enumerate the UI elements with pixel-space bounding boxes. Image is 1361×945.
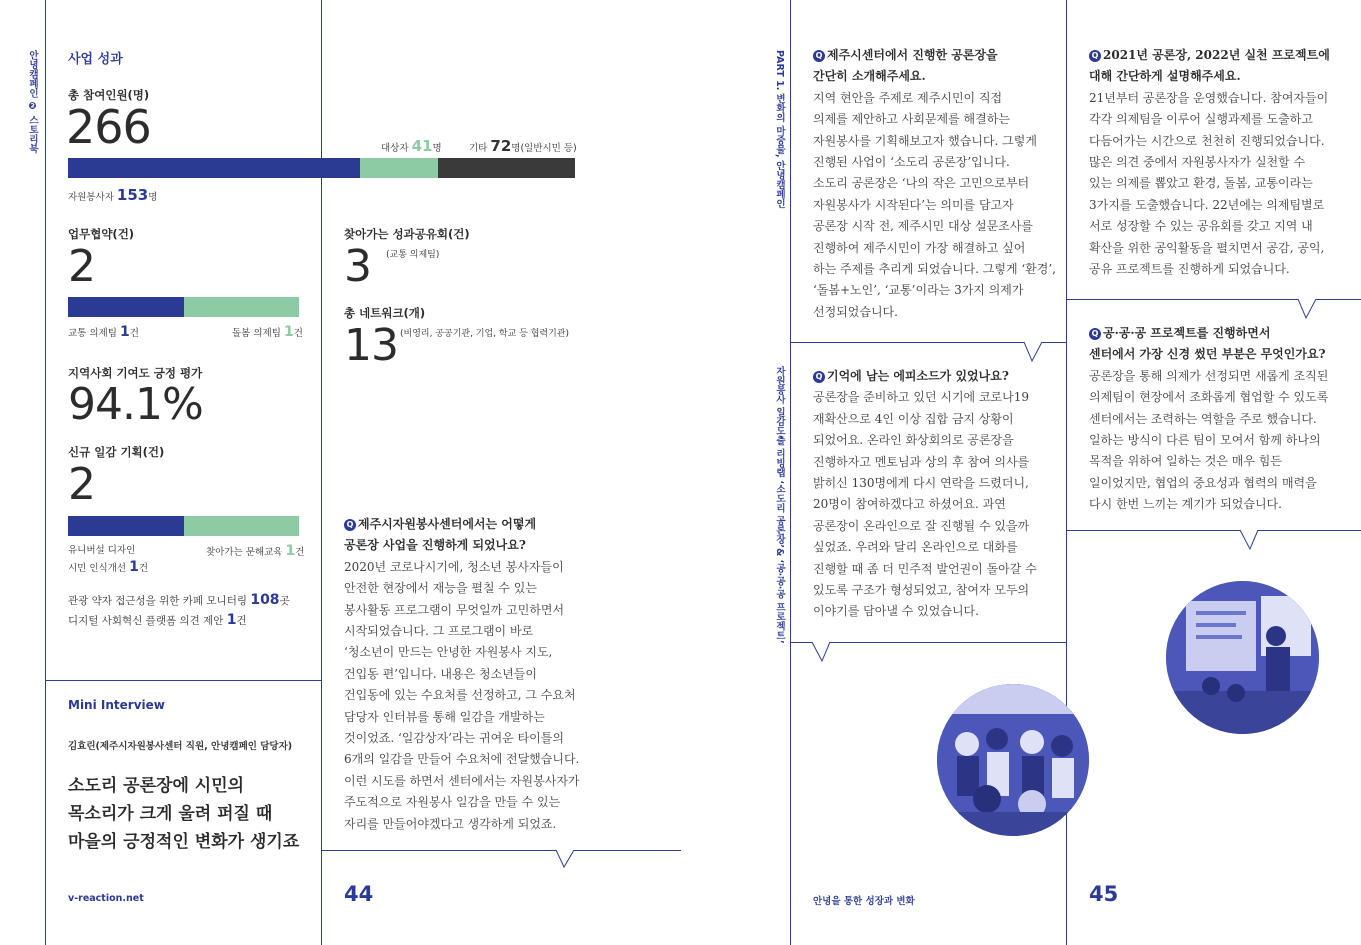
- participants-label: 총 참여인원(명): [68, 88, 150, 102]
- qa3-body-line: 3가지를 도출했습니다. 22년에는 의제팀별로: [1089, 197, 1325, 212]
- interview-divider: [45, 680, 321, 681]
- sharing-value: 3: [344, 241, 371, 292]
- qa5-block: [1089, 323, 1351, 516]
- left-side-label: 안녕캠페인 ❷ 스토리북: [27, 50, 38, 154]
- agreement-bar-care: [184, 297, 299, 317]
- footer-text-right: 안녕을 통한 성장과 변화: [813, 896, 915, 907]
- qa4-body-line: 20명이 참여하겠다고 하셨어요. 과연: [813, 497, 1006, 512]
- sharing-label: 찾아가는 성과공유회(건): [344, 227, 470, 241]
- speech-tail-r2: [812, 641, 834, 663]
- extra-cafe-monitoring: 관광 약자 접근성을 위한 카페 모니터링 108곳: [68, 592, 290, 608]
- speech-tail-r1: [1024, 341, 1046, 363]
- qa5-title-line2: 센터에서 가장 신경 썼던 부분은 무엇인가요?: [1089, 347, 1326, 362]
- qa4-body-line: 싶었죠. 우려와 달리 온라인으로 대화를: [813, 540, 1018, 555]
- left-page-border: [45, 0, 46, 945]
- page-number-right: 45: [1089, 882, 1119, 906]
- qa3-block: [1089, 45, 1351, 280]
- right-side-label-mid: 자원봉사 일감도출 리빙랩 ‘소도리 공론장’& ‘공·공·공 프로젝트’: [774, 366, 785, 644]
- qa1-body-line: 담당자 인터뷰를 통해 일감을 개발하는: [344, 709, 545, 724]
- new-kits-bar-literacy: [184, 516, 299, 536]
- participants-bar-volunteer: [68, 158, 360, 178]
- qa1-body-line: 주도적으로 자원봉사 일감을 만들 수 있는: [344, 795, 561, 810]
- qa3-body-line: 확산을 위한 공익활동을 펼치면서 공감, 공익,: [1089, 240, 1325, 255]
- qa2-body-line: 선정되었습니다.: [813, 304, 898, 319]
- agreement-left: 교통 의제팀 1건: [68, 324, 139, 340]
- qa2-body: [813, 88, 1058, 323]
- qa4-body-line: 진행하자고 멘토님과 상의 후 참여 의사를: [813, 454, 1030, 469]
- qa1-body-line: 시작되었습니다. 그 프로그램이 바로: [344, 624, 534, 639]
- qa2-title-line2: 간단히 소개해주세요.: [813, 69, 926, 84]
- right-divider-right-2: [1066, 530, 1361, 531]
- mini-interview-heading: Mini Interview: [68, 698, 165, 712]
- qa2-body-line: 소도리 공론장은 ‘나의 작은 고민으로부터: [813, 176, 1030, 191]
- qa3-body: [1089, 88, 1351, 281]
- qa5-body-line: 의제팀이 현장에서 조화롭게 협업할 수 있도록: [1089, 390, 1329, 405]
- qa3-body-line: 많은 의견 중에서 자원봉사자가 실천할 수: [1089, 155, 1306, 170]
- agreement-right: 돌봄 의제팀 1건: [232, 324, 303, 340]
- qa3-body-line: 서로 성장할 수 있는 공유회를 갖고 지역 내: [1089, 219, 1313, 234]
- qa1-body-line: 봉사활동 프로그램이 무엇일까 고민하면서: [344, 602, 565, 617]
- qa2-body-line: 의제를 제안하고 사회문제를 해결하는: [813, 112, 1010, 127]
- qa4-body-line: 공론장을 준비하고 있던 시기에 코로나19: [813, 390, 1030, 405]
- participants-target: 대상자 41명: [381, 137, 442, 155]
- agreement-value: 2: [68, 241, 95, 292]
- participants-other: 기타 72명(일반시민 등): [469, 137, 577, 155]
- qa3-title-line2: 대해 간단하게 설명해주세요.: [1089, 69, 1241, 84]
- qa1-title-line2: 공론장 사업을 진행하게 되었나요?: [344, 538, 526, 553]
- qa2-body-line: 공론장 시작 전, 제주시민 대상 설문조사를: [813, 219, 1033, 234]
- question-icon: Q: [1089, 328, 1101, 340]
- qa1-body-line: 자리를 만들어야겠다고 생각하게 되었죠.: [344, 816, 557, 831]
- qa5-title: Q 공·공·공 프로젝트를 진행하면서: [1089, 323, 1351, 344]
- qa1-body-line: 이런 시도를 하면서 센터에서는 자원봉사자가: [344, 773, 580, 788]
- qa2-body-line: ‘돌봄+노인’, ‘교통’이라는 3가지 의제가: [813, 283, 1024, 298]
- question-icon: Q: [344, 519, 356, 531]
- new-kits-bar-design: [68, 516, 184, 536]
- qa4-body-line: 되었어요. 온라인 화상회의로 공론장을: [813, 433, 1014, 448]
- qa4-body-line: 이야기를 담아낼 수 있었습니다.: [813, 604, 979, 619]
- speech-tail-left-bottom: [556, 849, 578, 869]
- qa2-body-line: 지역 현안을 주제로 제주시민이 직접: [813, 90, 1003, 105]
- agreement-bar-traffic: [68, 297, 184, 317]
- qa2-body-line: 진행하여 제주시민이 가장 해결하고 싶어: [813, 240, 1026, 255]
- evaluation-value: 94.1%: [68, 379, 203, 430]
- question-icon: Q: [813, 50, 825, 62]
- qa2-body-line: 진행된 사업이 ‘소도리 공론장’입니다.: [813, 155, 1010, 170]
- right-side-label-top: PART 1. 변화의 마중물, 안녕캠페인: [774, 50, 785, 209]
- qa1-block: [344, 514, 604, 835]
- agreement-bar: [68, 297, 299, 317]
- speech-tail-r4: [1240, 529, 1262, 551]
- qa2-body-line: 자원봉사가 시작된다’는 의미를 담고자: [813, 197, 1014, 212]
- qa4-body-line: 재확산으로 4인 이상 집합 금지 상황이: [813, 411, 1014, 426]
- qa5-body-line: 다시 한번 느끼는 계기가 되었습니다.: [1089, 497, 1282, 512]
- meeting-photo: [1166, 581, 1319, 734]
- meeting-photo-image: [1166, 581, 1319, 734]
- qa5-body-line: 목적을 위하여 일하는 것은 매우 힘든: [1089, 454, 1282, 469]
- section-title: 사업 성과: [68, 52, 123, 67]
- qa5-body-line: 일하는 방식이 다른 팀이 모여서 함께 하나의: [1089, 433, 1321, 448]
- qa4-body-line: 진행할 때 좀 더 민주적 발언권이 돌아갈 수: [813, 561, 1037, 576]
- mini-interview-quote: 소도리 공론장에 시민의 목소리가 크게 울려 퍼질 때 마을의 긍정적인 변화가 생기죠: [68, 776, 300, 852]
- participants-volunteer: 자원봉사자 153명: [68, 186, 158, 204]
- qa4-body-line: 밝히신 130명에게 다시 연락을 드렸더니,: [813, 476, 1029, 491]
- sharing-note: (교통 의제팀): [386, 250, 440, 260]
- online-meeting-photo-image: [937, 684, 1089, 836]
- qa3-title: Q 2021년 공론장, 2022년 실천 프로젝트에: [1089, 45, 1351, 66]
- qa3-body-line: 다듬어가는 시간으로 천천히 진행되었습니다.: [1089, 133, 1325, 148]
- qa1-body-line: 건입동 편’입니다. 내용은 청소년들이: [344, 666, 537, 681]
- evaluation-label: 지역사회 기여도 긍정 평가: [68, 366, 203, 380]
- qa4-body: [813, 387, 1058, 622]
- left-column-divider: [321, 0, 322, 945]
- qa3-body-line: 21년부터 공론장을 운영했습니다. 참여자들이: [1089, 90, 1329, 105]
- qa4-block: [813, 366, 1058, 623]
- qa2-body-line: 자원봉사를 기획해보고자 했습니다. 그렇게: [813, 133, 1037, 148]
- new-kits-value: 2: [68, 459, 95, 510]
- qa4-title: Q 기억에 남는 에피소드가 있었나요?: [813, 366, 1058, 387]
- qa4-body-line: 있도록 구조가 형성되었고, 참여자 모두의: [813, 583, 1030, 598]
- qa2-title: Q 제주시센터에서 진행한 공론장을: [813, 45, 1058, 66]
- agreement-label: 업무협약(건): [68, 227, 135, 241]
- qa1-body-line: 건입동에 있는 수요처를 선정하고, 그 수요처: [344, 688, 576, 703]
- qa1-body-line: 2020년 코로나시기에, 청소년 봉사자들이: [344, 559, 564, 574]
- footer-url[interactable]: v-reaction.net: [68, 893, 144, 904]
- participants-value: 266: [66, 100, 151, 154]
- new-kits-bar: [68, 516, 299, 536]
- qa5-body-line: 일이었지만, 협업의 중요성과 협력의 매력을: [1089, 475, 1317, 490]
- qa5-body-line: 센터에서는 조력하는 역할을 주로 했습니다.: [1089, 411, 1317, 426]
- qa2-body-line: 하는 주제를 추리게 되었습니다. 그렇게 ‘환경’,: [813, 262, 1056, 277]
- participants-bar-other: [438, 158, 575, 178]
- qa1-body-line: ‘청소년이 만드는 안녕한 자원봉사 지도,: [344, 645, 553, 660]
- qa3-body-line: 각각 의제팀을 이루어 실행과제를 도출하고: [1089, 112, 1313, 127]
- new-kits-right: 찾아가는 문해교육 1건: [206, 543, 305, 559]
- right-page-border: [790, 0, 791, 945]
- qa3-body-line: 공유 프로젝트를 진행하게 되었습니다.: [1089, 262, 1290, 277]
- page-number-left: 44: [344, 882, 374, 906]
- qa1-body-line: 것이었죠. ‘일감상자’라는 귀여운 타이틀의: [344, 731, 564, 746]
- qa1-body-line: 안전한 현장에서 재능을 펼칠 수 있는: [344, 581, 537, 596]
- qa5-body: [1089, 366, 1351, 516]
- qa1-title: Q 제주시자원봉사센터에서는 어떻게: [344, 514, 604, 535]
- qa4-body-line: 공론장이 온라인으로 잘 진행될 수 있을까: [813, 518, 1030, 533]
- new-kits-label: 신규 일감 기획(건): [68, 445, 165, 459]
- qa3-body-line: 있는 의제를 뽑았고 환경, 돌봄, 교통이라는: [1089, 176, 1313, 191]
- network-label: 총 네트워크(개): [344, 306, 426, 320]
- qa1-body: [344, 557, 604, 835]
- question-icon: Q: [813, 371, 825, 383]
- question-icon: Q: [1089, 50, 1101, 62]
- new-kits-left: 유니버설 디자인 시민 인식개선 1건: [68, 545, 149, 575]
- qa5-body-line: 공론장을 통해 의제가 선정되면 새롭게 조직된: [1089, 368, 1329, 383]
- left-bottom-rule: [321, 850, 681, 851]
- network-value: 13: [344, 320, 398, 371]
- mini-interview-person: 김효린(제주시자원봉사센터 직원, 안녕캠페인 담당자): [68, 741, 293, 752]
- qa1-body-line: 6개의 일감을 만들어 수요처에 전달했습니다.: [344, 752, 580, 767]
- participants-bar-target: [360, 158, 438, 178]
- speech-tail-r3: [1298, 298, 1320, 320]
- network-note: (비영리, 공공기관, 기업, 학교 등 협력기관): [400, 329, 570, 339]
- online-meeting-photo: [937, 684, 1089, 836]
- participants-bar: [68, 158, 575, 178]
- qa2-block: [813, 45, 1058, 323]
- extra-digital-platform: 디지털 사회혁신 플랫폼 의견 제안 1건: [68, 612, 247, 628]
